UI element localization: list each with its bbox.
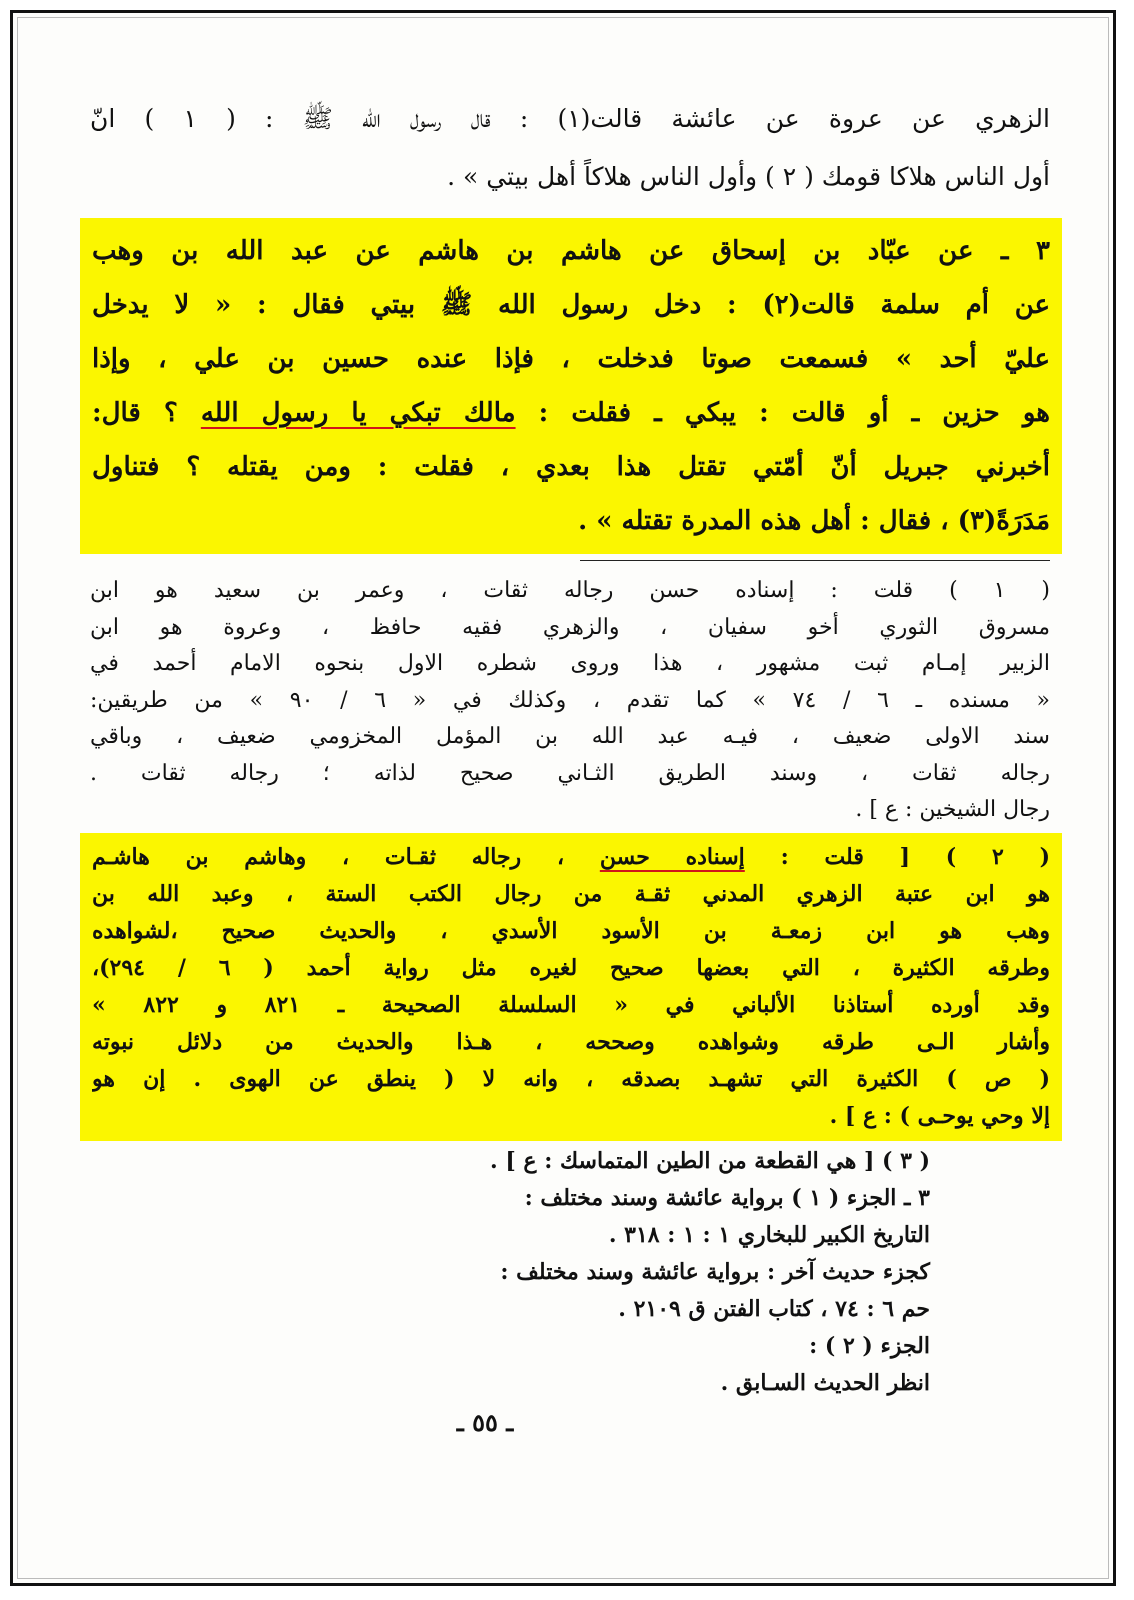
- text-line: ٣ ـ عن عبّاد بن إسحاق عن هاشم بن هاشم عن عبد الله بن وهب: [92, 236, 1050, 266]
- red-underline: مالك تبكي يا رسول الله: [200, 398, 516, 428]
- text-line: ( ١ ) قلت : إسناده حسن رجاله ثقات ، وعمر بن سعيد هو ابن: [90, 578, 1050, 603]
- text-line: هو ابن عتبة الزهري المدني ثقـة من رجال الكتب الستة ، وعبد الله بن: [92, 880, 1050, 907]
- text-line: مَدَرَةً(٣) ، فقال : أهل هذه المدرة تقتله » .: [578, 506, 1050, 536]
- text-line: وطرقه الكثيرة ، التي بعضها صحيح لغيره مثل رواية أحمد ( ٦ / ٢٩٤)،: [92, 954, 1050, 981]
- text-line: رجاله ثقات ، وسند الطريق الثـاني صحيح لذاته ؛ رجاله ثقات .: [90, 760, 1050, 786]
- footnote-2-highlighted: [80, 833, 1062, 1141]
- red-underline: إسناده حسن: [599, 843, 745, 870]
- footnote-1: [90, 573, 1050, 829]
- text-line: ٣ ـ الجزء ( ١ ) برواية عائشة وسند مختلف :: [524, 1184, 930, 1211]
- text-line: الزهري عن عروة عن عائشة قالت(١) : قال رسول الله ﷺ : ( ١ ) انّ: [90, 104, 1050, 133]
- references: [90, 1143, 1050, 1402]
- text-line: سند الاولى ضعيف ، فيـه عبد الله بن المؤمل المخزومي ضعيف ، وباقي: [90, 724, 1050, 749]
- text-line: وأشار الـى طرقه وشواهده وصححه ، هـذا والحديث من دلائل نبوته: [92, 1028, 1050, 1055]
- text-line: كجزء حديث آخر : برواية عائشة وسند مختلف :: [500, 1258, 930, 1285]
- text-line: حم ٦ : ٧٤ ، كتاب الفتن ق ٢١٠٩ .: [618, 1295, 930, 1322]
- text-line underlined-line: هو حزين ـ أو قالت : يبكي ـ فقلت : مالك تبكي يا رسول الله ؟ قال:: [92, 398, 1050, 428]
- text-line: مسروق الثوري أخو سفيان ، والزهري فقيه حافظ ، وعروة هو ابن: [90, 614, 1050, 640]
- text-line: عليّ أحد » فسمعت صوتا فدخلت ، فإذا عنده حسين بن علي ، وإذا: [92, 344, 1050, 374]
- text-line: أول الناس هلاكا قومك ( ٢ ) وأول الناس هلاكاً أهل بيتي » .: [447, 162, 1050, 191]
- text-line: رجال الشيخين : ع ] .: [855, 797, 1050, 822]
- text-line: ( ٣ ) [ هي القطعة من الطين المتماسك : ع ] .: [490, 1147, 930, 1174]
- page-number: ـ ٥٥ ـ: [456, 1407, 514, 1437]
- text-line: أخبرني جبريل أنّ أمّتي تقتل هذا بعدي ، فقلت : ومن يقتله ؟ فتناول: [92, 452, 1050, 482]
- text-line: انظر الحديث السـابق .: [720, 1369, 930, 1396]
- text-line: الزبير إمـام ثبت مشهور ، هذا وروى شطره الاول بنحوه الامام أحمد في: [90, 651, 1050, 676]
- hadith-3-highlighted: [80, 218, 1062, 554]
- hadith-2-ending: [90, 90, 1050, 206]
- book-page: [90, 90, 1050, 1437]
- text-line: عن أم سلمة قالت(٢) : دخل رسول الله ﷺ بيتي فقال : « لا يدخل: [92, 290, 1050, 320]
- text-line: ( ص ) الكثيرة التي تشهـد بصدقه ، وانه لا ( ينطق عن الهوى . إن هو: [92, 1065, 1050, 1092]
- text-line: وقد أورده أستاذنا الألباني في « السلسلة الصحيحة ـ ٨٢١ و ٨٢٢ »: [92, 991, 1050, 1018]
- text-line: الجزء ( ٢ ) :: [809, 1332, 930, 1359]
- text-line underlined-line: ( ٢ ) [ قلت : إسناده حسن ، رجاله ثقـات ، وهاشم بن هاشـم: [92, 843, 1050, 870]
- text-line: « مسنده ـ ٦ / ٧٤ » كما تقدم ، وكذلك في « ٦ / ٩٠ » من طريقين:: [90, 687, 1050, 713]
- text-line: وهب هو ابن زمعـة بن الأسود الأسدي ، والحديث صحيح ،لشواهده: [92, 917, 1050, 944]
- footnote-separator: [580, 560, 1050, 561]
- text-line: التاريخ الكبير للبخاري ١ : ١ : ٣١٨ .: [608, 1221, 930, 1248]
- text-line: إلا وحي يوحـى ) : ع ] .: [829, 1102, 1050, 1129]
